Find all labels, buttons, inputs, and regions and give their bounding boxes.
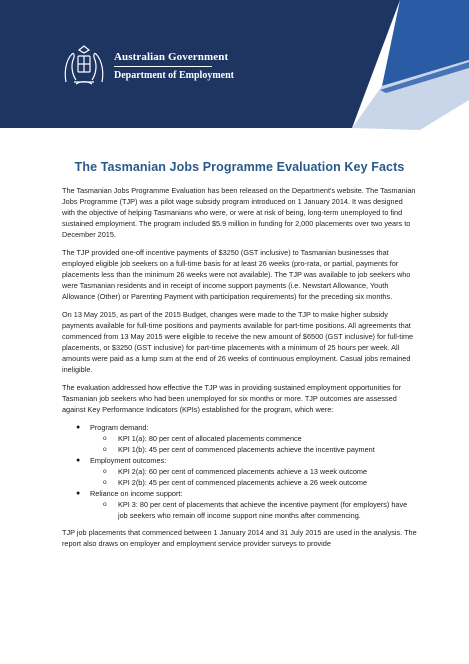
government-wordmark	[114, 51, 234, 81]
kpi-item-text: KPI 1(a): 80 per cent of allocated placements commence	[118, 434, 302, 443]
header-banner	[0, 0, 469, 130]
sub-bullet-icon: o	[103, 468, 107, 475]
kpi-list	[62, 422, 417, 521]
kpi-group-heading: Reliance on income support:	[90, 489, 183, 498]
agency-name: Australian Government	[114, 51, 229, 63]
kpi-item	[90, 433, 417, 444]
kpi-item	[90, 466, 417, 477]
kpi-sublist	[90, 433, 417, 455]
department-name: Department of Employment	[114, 70, 234, 81]
kpi-item	[90, 499, 417, 521]
paragraph-budget-changes: On 13 May 2015, as part of the 2015 Budget, changes were made to the TJP to make higher subsidy payments available for full-time positions and payments available for part-time positions. All agreements that commenced from 13 May 2015 were eligible to receive the new amount of $6500 (GST inclusive) for full-time placements, or $3250 (GST inclusive) for part-time placements with a minimum of 25 hours per week. All amounts were paid as a lump sum at the end of 26 weeks of continuous employment. Casual jobs remained ineligible.	[62, 310, 414, 374]
kpi-item-text: KPI 1(b): 45 per cent of commenced placements achieve the incentive payment	[118, 445, 375, 454]
kpi-item-text: KPI 3: 80 per cent of placements that achieve the incentive payment (for employers) have job seekers who remain off income support nine months after commencing.	[118, 500, 408, 520]
kpi-group-heading: Employment outcomes:	[90, 456, 167, 465]
page-title: The Tasmanian Jobs Programme Evaluation Key Facts	[74, 160, 405, 174]
kpi-sublist	[90, 499, 417, 521]
coat-of-arms-icon	[62, 44, 106, 86]
paragraph-closing: TJP job placements that commenced between 1 January 2014 and 31 July 2015 are used in the analysis. The report also draws on employer and employment service provider surveys to provide	[62, 528, 417, 548]
paragraph-intro: The Tasmanian Jobs Programme Evaluation has been released on the Department's website. The Tasmanian Jobs Programme (TJP) was a pilot wage subsidy program introduced on 1 January 2014. It was designed with the objective of helping Tasmanians who were, or were at risk of being, long-term unemployed to find sustained employment. The program included $5.9 million in funding for 2,000 placements over two years to December 2015.	[62, 186, 416, 239]
kpi-item	[90, 444, 417, 455]
sub-bullet-icon: o	[103, 501, 107, 508]
document-body	[62, 160, 417, 556]
paragraph-evaluation: The evaluation addressed how effective the TJP was in providing sustained employment opportunities for Tasmanian job seekers who had been unemployed for six months or more. TJP outcomes are assessed against Key Performance Indicators (KPIs) established for the program, which were:	[62, 383, 402, 414]
wordmark-divider	[114, 66, 212, 67]
bullet-icon: ●	[76, 490, 81, 497]
sub-bullet-icon: o	[103, 435, 107, 442]
bullet-icon: ●	[76, 457, 81, 464]
sub-bullet-icon: o	[103, 446, 107, 453]
kpi-item	[90, 477, 417, 488]
paragraph-payments: The TJP provided one-off incentive payments of $3250 (GST inclusive) to Tasmanian businesses that employed eligible job seekers on a full-time basis for at least 26 weeks (pro-rata, or partial, payments for placements less than the minimum 26 weeks were not available). The TJP was available to job seekers who were Tasmanian residents and in receipt of income support payments (i.e. Newstart Allowance, Youth Allowance (Other) or Parenting Payment with participation requirements) for the preceding six months.	[62, 248, 411, 301]
kpi-group-income-support	[62, 488, 417, 521]
kpi-group-program-demand	[62, 422, 417, 455]
bullet-icon: ●	[76, 424, 81, 431]
kpi-sublist	[90, 466, 417, 488]
sub-bullet-icon: o	[103, 479, 107, 486]
kpi-group-heading: Program demand:	[90, 423, 149, 432]
kpi-item-text: KPI 2(a): 60 per cent of commenced placements achieve a 13 week outcome	[118, 467, 368, 476]
kpi-item-text: KPI 2(b): 45 per cent of commenced placements achieve a 26 week outcome	[118, 478, 368, 487]
kpi-group-employment-outcomes	[62, 455, 417, 488]
